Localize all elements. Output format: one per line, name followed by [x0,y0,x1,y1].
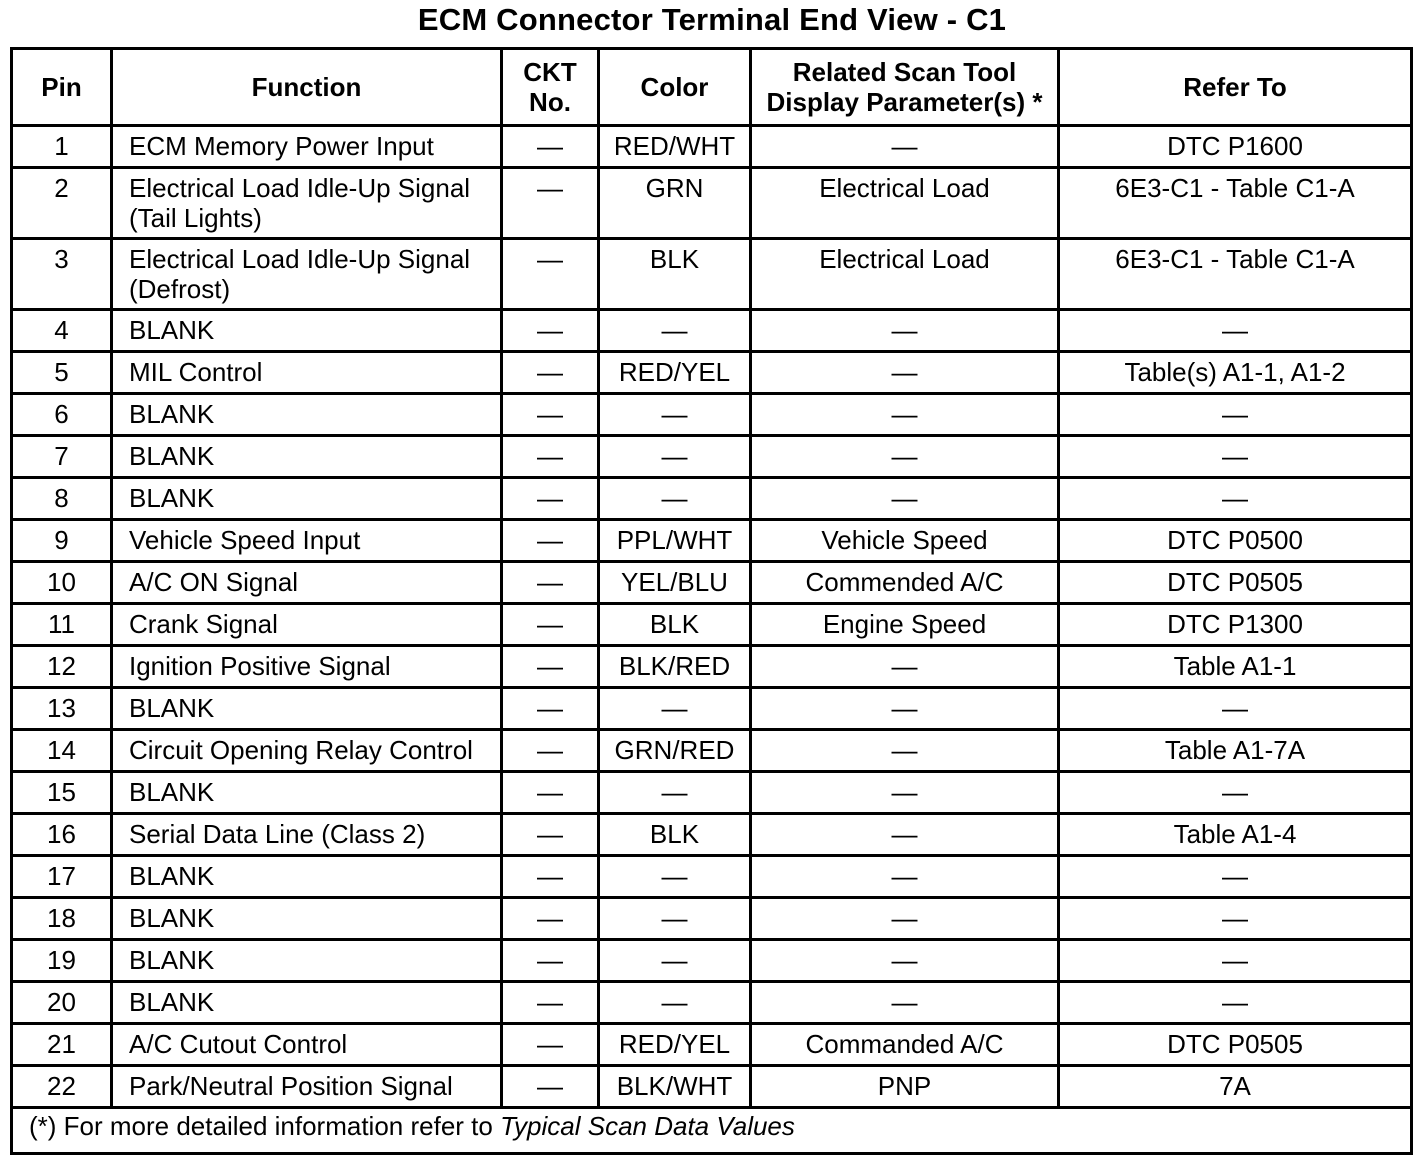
cell-scan-parameter: — [751,982,1059,1024]
cell-ckt: — [502,126,599,168]
cell-ckt: — [502,604,599,646]
cell-refer-to: DTC P1600 [1059,126,1412,168]
cell-scan-parameter: Electrical Load [751,168,1059,239]
cell-scan-parameter: PNP [751,1066,1059,1108]
function-line1: Electrical Load Idle-Up Signal [129,244,471,274]
table-row [12,982,1412,1024]
cell-pin: 15 [12,772,112,814]
table-row [12,604,1412,646]
cell-ckt: — [502,856,599,898]
cell-scan-parameter: — [751,646,1059,688]
cell-color: — [599,310,751,352]
cell-refer-to: 6E3-C1 - Table C1-A [1059,239,1412,310]
cell-color: — [599,688,751,730]
cell-scan-parameter: Electrical Load [751,239,1059,310]
cell-pin: 4 [12,310,112,352]
cell-refer-to: DTC P1300 [1059,604,1412,646]
cell-function: MIL Control [112,352,502,394]
cell-pin: 11 [12,604,112,646]
cell-color: BLK [599,239,751,310]
cell-scan-parameter: — [751,730,1059,772]
header-scan [751,49,1059,126]
cell-refer-to: — [1059,688,1412,730]
footnote [12,1108,1412,1154]
footnote-italic: Typical Scan Data Values [500,1111,795,1141]
footnote-prefix: (*) For more detailed information refer to [29,1111,501,1141]
cell-color: — [599,478,751,520]
cell-scan-parameter: — [751,940,1059,982]
cell-color: — [599,898,751,940]
cell-pin: 21 [12,1024,112,1066]
header-row [12,49,1412,126]
cell-refer-to: — [1059,898,1412,940]
cell-function: Park/Neutral Position Signal [112,1066,502,1108]
table-row [12,239,1412,310]
table-row [12,394,1412,436]
cell-pin: 22 [12,1066,112,1108]
cell-function: Circuit Opening Relay Control [112,730,502,772]
cell-color: RED/WHT [599,126,751,168]
cell-refer-to: Table A1-7A [1059,730,1412,772]
header-ckt-line2: No. [529,87,571,117]
cell-scan-parameter: Engine Speed [751,604,1059,646]
cell-function: A/C ON Signal [112,562,502,604]
cell-refer-to: Table(s) A1-1, A1-2 [1059,352,1412,394]
cell-refer-to: — [1059,772,1412,814]
cell-ckt: — [502,982,599,1024]
cell-scan-parameter: — [751,478,1059,520]
table-row [12,352,1412,394]
cell-scan-parameter: — [751,394,1059,436]
cell-pin: 20 [12,982,112,1024]
cell-scan-parameter: — [751,310,1059,352]
cell-scan-parameter: Vehicle Speed [751,520,1059,562]
cell-ckt: — [502,1066,599,1108]
cell-pin: 17 [12,856,112,898]
table-row [12,168,1412,239]
cell-function: BLANK [112,436,502,478]
table-row [12,562,1412,604]
table-row [12,856,1412,898]
table-row [12,310,1412,352]
cell-scan-parameter: Commanded A/C [751,1024,1059,1066]
cell-color: BLK/RED [599,646,751,688]
cell-refer-to: Table A1-1 [1059,646,1412,688]
function-line2: (Tail Lights) [129,203,262,233]
header-scan-line2: Display Parameter(s) * [766,87,1043,117]
cell-scan-parameter: — [751,352,1059,394]
cell-pin: 12 [12,646,112,688]
cell-ckt: — [502,814,599,856]
header-ckt [502,49,599,126]
cell-refer-to: — [1059,394,1412,436]
header-ckt-line1: CKT [523,57,577,87]
cell-color: BLK/WHT [599,1066,751,1108]
cell-pin: 2 [12,168,112,239]
cell-color: RED/YEL [599,1024,751,1066]
cell-function: BLANK [112,478,502,520]
cell-scan-parameter: — [751,688,1059,730]
cell-function: BLANK [112,688,502,730]
header-refer: Refer To [1059,49,1412,126]
cell-refer-to: — [1059,436,1412,478]
cell-refer-to: — [1059,856,1412,898]
table-row [12,688,1412,730]
cell-function: Crank Signal [112,604,502,646]
table-row [12,646,1412,688]
cell-refer-to: Table A1-4 [1059,814,1412,856]
cell-refer-to: — [1059,310,1412,352]
cell-color: — [599,394,751,436]
cell-scan-parameter: Commended A/C [751,562,1059,604]
cell-pin: 3 [12,239,112,310]
cell-ckt: — [502,1024,599,1066]
cell-pin: 14 [12,730,112,772]
cell-refer-to: 6E3-C1 - Table C1-A [1059,168,1412,239]
cell-ckt: — [502,772,599,814]
cell-ckt: — [502,898,599,940]
cell-pin: 5 [12,352,112,394]
cell-color: — [599,856,751,898]
cell-function: BLANK [112,940,502,982]
cell-function [112,239,502,310]
table-row [12,1024,1412,1066]
cell-pin: 10 [12,562,112,604]
cell-refer-to: DTC P0505 [1059,1024,1412,1066]
cell-ckt: — [502,688,599,730]
cell-color: BLK [599,814,751,856]
cell-ckt: — [502,310,599,352]
cell-pin: 16 [12,814,112,856]
cell-function [112,168,502,239]
cell-ckt: — [502,478,599,520]
cell-scan-parameter: — [751,898,1059,940]
cell-refer-to: — [1059,940,1412,982]
cell-pin: 8 [12,478,112,520]
cell-scan-parameter: — [751,814,1059,856]
cell-function: BLANK [112,310,502,352]
cell-scan-parameter: — [751,856,1059,898]
cell-ckt: — [502,168,599,239]
cell-ckt: — [502,239,599,310]
cell-function: BLANK [112,856,502,898]
cell-scan-parameter: — [751,436,1059,478]
cell-refer-to: DTC P0505 [1059,562,1412,604]
header-pin: Pin [12,49,112,126]
table-row [12,730,1412,772]
cell-function: Ignition Positive Signal [112,646,502,688]
cell-color: RED/YEL [599,352,751,394]
cell-color: — [599,982,751,1024]
table-row [12,772,1412,814]
cell-color: PPL/WHT [599,520,751,562]
header-color: Color [599,49,751,126]
table-row [12,478,1412,520]
function-line1: Electrical Load Idle-Up Signal [129,173,471,203]
cell-color: YEL/BLU [599,562,751,604]
function-line2: (Defrost) [129,274,231,304]
table-row [12,436,1412,478]
cell-pin: 18 [12,898,112,940]
cell-function: BLANK [112,982,502,1024]
cell-ckt: — [502,520,599,562]
cell-color: GRN [599,168,751,239]
cell-function: A/C Cutout Control [112,1024,502,1066]
table-row [12,126,1412,168]
cell-pin: 13 [12,688,112,730]
cell-pin: 7 [12,436,112,478]
header-scan-line1: Related Scan Tool [792,57,1017,87]
table-body [12,126,1412,1108]
table-row [12,814,1412,856]
cell-ckt: — [502,562,599,604]
connector-table [10,47,1413,1155]
cell-function: BLANK [112,772,502,814]
cell-color: — [599,940,751,982]
cell-refer-to: — [1059,982,1412,1024]
header-function: Function [112,49,502,126]
footnote-row [12,1108,1412,1154]
cell-function: BLANK [112,898,502,940]
page-title: ECM Connector Terminal End View - C1 [417,2,1007,37]
table-row [12,1066,1412,1108]
table-row [12,520,1412,562]
cell-refer-to: — [1059,478,1412,520]
cell-ckt: — [502,394,599,436]
cell-color: GRN/RED [599,730,751,772]
cell-function: Vehicle Speed Input [112,520,502,562]
cell-pin: 19 [12,940,112,982]
table-row [12,898,1412,940]
cell-pin: 1 [12,126,112,168]
cell-ckt: — [502,730,599,772]
cell-pin: 6 [12,394,112,436]
cell-pin: 9 [12,520,112,562]
cell-function: Serial Data Line (Class 2) [112,814,502,856]
cell-function: BLANK [112,394,502,436]
cell-refer-to: 7A [1059,1066,1412,1108]
cell-ckt: — [502,646,599,688]
cell-color: BLK [599,604,751,646]
table-row [12,940,1412,982]
cell-color: — [599,436,751,478]
cell-ckt: — [502,940,599,982]
cell-refer-to: DTC P0500 [1059,520,1412,562]
cell-scan-parameter: — [751,126,1059,168]
cell-ckt: — [502,436,599,478]
cell-function: ECM Memory Power Input [112,126,502,168]
cell-color: — [599,772,751,814]
cell-scan-parameter: — [751,772,1059,814]
cell-ckt: — [502,352,599,394]
